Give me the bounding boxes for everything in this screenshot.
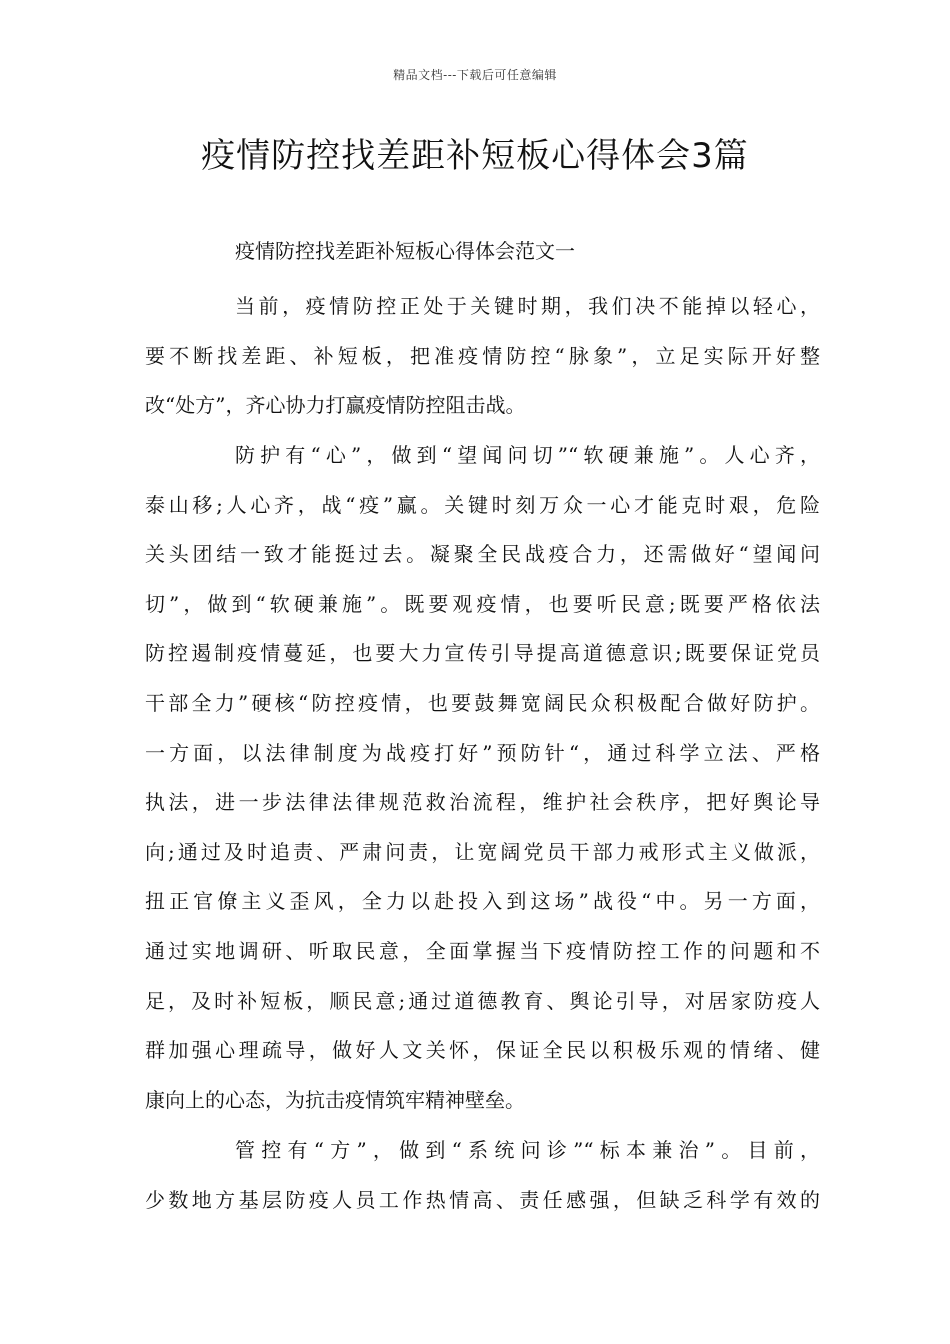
paragraph-line: 防控遏制疫情蔓延，也要大力宣传引导提高道德意识;既要保证党员 [145, 641, 820, 666]
paragraph-line: 切”，做到“软硬兼施”。既要观疫情，也要听民意;既要严格依法 [145, 591, 820, 616]
paragraph-1 [145, 282, 820, 431]
paragraph-line: 康向上的心态，为抗击疫情筑牢精神壁垒。 [145, 1087, 525, 1112]
paragraph-line: 泰山移;人心齐，战“疫”赢。关键时刻万众一心才能克时艰，危险 [145, 492, 820, 517]
paragraph-line: 扭正官僚主义歪风，全力以赴投入到这场”战役“中。另一方面， [145, 889, 820, 914]
paragraph-3 [145, 1126, 820, 1225]
paragraph-line: 向;通过及时追责、严肃问责，让宽阔党员干部力戒形式主义做派， [145, 839, 820, 864]
paragraph-line: 足，及时补短板，顺民意;通过道德教育、舆论引导，对居家防疫人 [145, 988, 820, 1013]
paragraph-line: 执法，进一步法律法律规范救治流程，维护社会秩序，把好舆论导 [145, 790, 820, 815]
paragraph-line: 当前，疫情防控正处于关键时期，我们决不能掉以轻心， [235, 294, 820, 318]
paragraph-line: 通过实地调研、听取民意，全面掌握当下疫情防控工作的问题和不 [145, 938, 820, 963]
paragraph-2 [145, 431, 820, 1125]
paragraph-line: 管控有“方”，做到“系统问诊”“标本兼治”。目前， [235, 1138, 820, 1162]
paragraph-line: 关头团结一致才能挺过去。凝聚全民战疫合力，还需做好“望闻问 [145, 542, 820, 567]
paragraph-line: 少数地方基层防疫人员工作热情高、责任感强，但缺乏科学有效的 [145, 1187, 820, 1212]
paragraph-line: 要不断找差距、补短板，把准疫情防控“脉象”，立足实际开好整 [145, 343, 820, 368]
paragraph-line: 群加强心理疏导，做好人文关怀，保证全民以积极乐观的情绪、健 [145, 1038, 820, 1063]
paragraph-line: 一方面，以法律制度为战疫打好”预防针“，通过科学立法、严格 [145, 740, 820, 765]
paragraph-line: 防护有“心”，做到“望闻问切”“软硬兼施”。人心齐， [235, 443, 820, 467]
document-title: 疫情防控找差距补短板心得体会3篇 [201, 136, 749, 176]
header-note: 精品文档---下载后可任意编辑 [393, 68, 557, 82]
paragraph-line: 改“处方”，齐心协力打赢疫情防控阻击战。 [145, 393, 526, 418]
section-heading: 疫情防控找差距补短板心得体会范文一 [235, 239, 575, 263]
paragraph-line: 干部全力”硬核“防控疫情，也要鼓舞宽阔民众积极配合做好防护。 [145, 690, 820, 715]
